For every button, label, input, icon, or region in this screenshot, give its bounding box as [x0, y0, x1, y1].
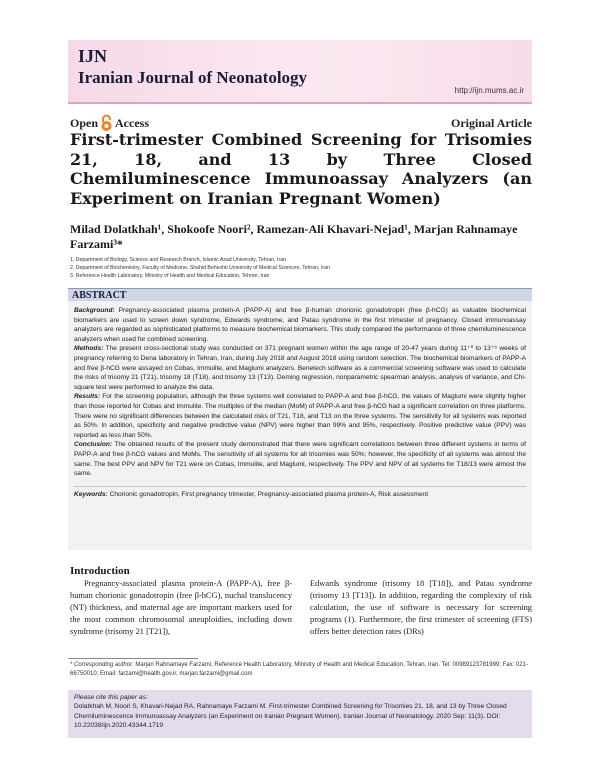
affiliations [70, 256, 532, 280]
abstract-heading: ABSTRACT [68, 288, 532, 301]
article-type: Original Article [451, 116, 532, 130]
affiliation-1: 1. Department of Biology, Science and Research Branch, Islamic Azad University, Tehran, Iran [70, 257, 286, 263]
corresponding-author-footnote [70, 661, 532, 679]
citation-label: Please cite this paper as: [74, 694, 148, 701]
abstract-keywords: Keywords: Chorionic gonadotropin, First pregnancy trimester, Pregnancy-associated plasma protein-A, Risk assessment [74, 486, 526, 500]
author-list [70, 222, 532, 252]
access-label: Access [115, 115, 149, 130]
journal-url[interactable]: http://ijn.mums.ac.ir [454, 86, 524, 95]
author-line-2: Farzami³* [70, 237, 123, 251]
abstract-methods: Methods: The present cross-sectional study was conducted on 371 pregnant women within the age range of 20-47 years during 11⁺⁰ to 13⁺⁶ weeks of pregnancy referring to Dena laboratory in Tehran, Iran, during July 2018 and August 2018 using random selection. The biochemical biomarkers of PAPP-A and free β-hCG were assayed on Cobas, Immulite, and Maglumi analyzers. Benetech software as a commercial screening software was used to calculate the risks of trisomy 21 (T21), trisomy 18 (T18), and trisomy 13 (T13). Deming regression, nonparametric spearman analysis, analysis of variance, and Chi-square test were performed to analyze the data. [74, 345, 526, 391]
paper-title: First-trimester Combined Screening for Trisomies 21, 18, and 13 by Three Closed Chemiluminescence Immunoassay Analyzers (an Experiment on Iranian Pregnant Women) [70, 130, 532, 208]
introduction-heading: Introduction [70, 565, 130, 577]
citation-text: Dolatkhah M, Noori S, Khavari-Nejad RA, Rahnamaye Farzami M. First-trimester Combined Screening for Trisomies 21, 18, and 13 by Three Closed Chemiluminescence Immunoassay Analyzers (an Experiment on Iranian Pregnant Women). Iranian Journal of Neonatology. 2020 Sep: 11(3). DOI: 10.22038/ijn.2020.43344.1719 [74, 703, 507, 730]
footnote-divider [68, 658, 198, 659]
open-label: Open [70, 115, 99, 130]
author-line-1: Milad Dolatkhah¹, Shokoofe Noori², Ramezan-Ali Khavari-Nejad¹, Marjan Rahnamaye [70, 222, 518, 236]
abstract-body [68, 301, 532, 550]
journal-banner [68, 40, 532, 104]
journal-name: Iranian Journal of Neonatology [78, 68, 308, 87]
corresponding-author-text: Marjan Rahnamaye Farzami, Reference Health Laboratory, Ministry of Health and Medical Education, Tehran, Iran. Tel: 00989123781999; Fax: 021-66750010; Email: farzami@health.gov.ir, marjan.farzami@gmail.com [70, 662, 528, 677]
citation-box [68, 690, 532, 738]
abstract-results: Results: For the screening population, although the three systems well correlated to PAPP-A and free β-hCG, the values of Maglumi were slightly higher than those reported for Cobas and Immulite. The multiples of the median (MoM) of PAPP-A and free β-hCG had a significant correlation on three platforms. There were no significant differences between the calculated risks of T21, T18, and T13 on the three systems. The sensitivity for all systems was reported as 50%. In addition, specificity and negative predictive value (NPV) were higher than 99% and 95%, respectively. Positive predictive value (PPV) was reported as less than 50%. [74, 393, 526, 439]
corresponding-author-label: * Corresponding author: [70, 662, 134, 668]
abstract-conclusion: Conclusion: The obtained results of the present study demonstrated that there were significant correlations between three different systems in terms of PAPP-A and free β-hCG values and MoMs. The sensitivity of all systems for all trisomies was 50%; however, the specificity of all systems was almost the same. The best PPV and NPV for T21 were on Cobas, Immulite, and Maglumi, respectively. The PPV and NPV of all systems for T18/13 were almost the same. [74, 441, 527, 478]
affiliation-2: 2. Department of Biochemistry, Faculty of Medicine, Shahid Beheshti University of Medical Sciences, Tehran, Iran [70, 265, 330, 271]
introduction-left-column: Pregnancy-associated plasma protein-A (PAPP-A), free β-human chorionic gonadotropin (free β-hCG), nuchal translucency (NT) thickness, and maternal age are important markers used for the most common chromosomal aneuploidies, including down syndrome (trisomy 21 [T21]), [70, 579, 292, 637]
introduction-right-column: Edwards syndrome (trisomy 18 [T18]), and Patau syndrome (trisomy 13 [T13]). In addition, regarding the complexity of risk calculation, the use of software is necessary for screening programs (1). Furthermore, the first trimester of screening (FTS) offers better detection rates (DRs) [310, 579, 532, 637]
abstract-background: Background: Pregnancy-associated plasma protein-A (PAPP-A) and free β-human chorionic gonadotropin (free β-hCG) as valuable biochemical biomarkers are used to screen down syndrome, Edwards syndrome, and Patau syndrome in the first trimester of pregnancy. Closed immunoassay analyzers are regarded as sophisticated platforms to measure biochemical biomarkers. This study compared the performance of three chemiluminescence analyzers when used for combined screening. [74, 307, 526, 343]
affiliation-3: 3. Reference Health Laboratory, Ministry of Health and Medical Education, Tehran, Iran [70, 273, 270, 279]
abstract-box [68, 288, 532, 550]
journal-abbreviation: IJN [78, 46, 108, 66]
